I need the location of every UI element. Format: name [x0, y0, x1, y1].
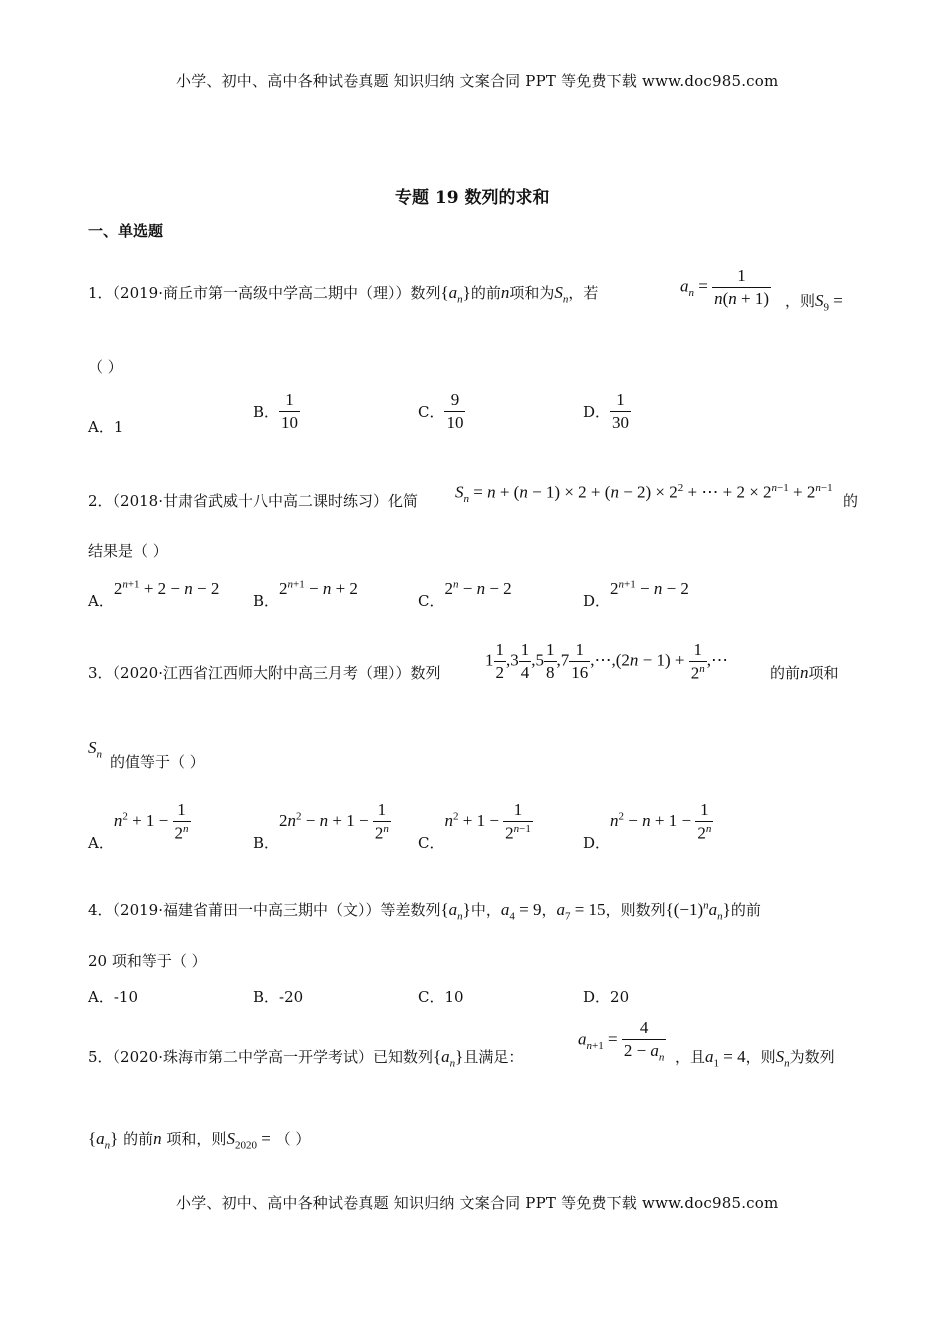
- q5-cont-b: 项和，则: [166, 1130, 227, 1148]
- q2-option-c[interactable]: [418, 578, 512, 610]
- q4-text-d: ，则数列: [605, 901, 666, 919]
- q2-option-b[interactable]: [253, 578, 358, 610]
- q1-formula-an: $a_n$ = $\frac{1}{n(n + 1)}$: [680, 266, 770, 308]
- q1-option-d-label: D．: [583, 403, 611, 421]
- q5-recurrence: $a_{n+1}$ = $\frac{4}{2 - a_n}$: [578, 1018, 665, 1064]
- page-footer: 小学、初中、高中各种试卷真题 知识归纳 文案合同 PPT 等免费下载 www.doc985.com: [176, 1194, 779, 1212]
- q3-option-b[interactable]: [253, 800, 391, 852]
- q3-option-d-label: D．: [583, 833, 611, 852]
- question-4-stem: [88, 899, 761, 922]
- q5-cont-c: （ ）: [275, 1130, 311, 1148]
- q3-option-c-label: C．: [418, 833, 445, 852]
- q1-d-den: 30: [612, 413, 630, 432]
- q2-option-c-math: $2^n - n - 2$: [444, 578, 512, 598]
- page-header: 小学、初中、高中各种试卷真题 知识归纳 文案合同 PPT 等免费下载 www.doc985.com: [176, 72, 779, 90]
- q1-b-num: 1: [285, 390, 294, 409]
- q5-math-an-2: $\{a_n\}$: [88, 1129, 119, 1152]
- q2-option-a[interactable]: [88, 578, 220, 610]
- q4-text-c: ，: [541, 901, 557, 919]
- q4-cont: 20 项和等于（ ）: [88, 952, 207, 970]
- q3-text-b: 的前: [770, 664, 801, 682]
- q1-text-a: 1．（2019·商丘市第一高级中学高二期中（理））数列: [88, 284, 441, 302]
- q5-math-n: n: [153, 1129, 162, 1148]
- q2-cont: 结果是（ ）: [88, 542, 168, 560]
- q1-math-n: n: [500, 283, 510, 302]
- q3-option-d[interactable]: [583, 800, 713, 852]
- q5-cont-a: 的前: [123, 1130, 154, 1148]
- q5-math-an: $\{a_n\}$: [433, 1047, 464, 1070]
- q3-cont: 的值等于（ ）: [110, 753, 205, 771]
- q3-math-n: n: [800, 663, 809, 682]
- q5-text-c: ，且: [675, 1048, 706, 1066]
- page-title: 专题 19 数列的求和: [395, 188, 550, 208]
- q1-blank: （ ）: [88, 358, 123, 376]
- q1-text-d: ，若: [568, 284, 599, 302]
- q3-option-c-math: $n^2 + 1$ − $\frac{1}{2^{n-1}}$: [444, 800, 531, 843]
- q3-option-c[interactable]: [418, 800, 533, 852]
- q1-text-c: 项和为: [509, 284, 555, 302]
- q2-option-b-label: B．: [253, 592, 280, 610]
- question-2-stem: [88, 490, 418, 511]
- q1-option-d[interactable]: [583, 390, 631, 433]
- section-heading: 一、单选题: [88, 222, 164, 240]
- q1-math-s9: $S_9$ =: [815, 291, 843, 314]
- q1-option-b-label: B．: [253, 403, 280, 421]
- q2-text-b: 的: [843, 492, 859, 510]
- q4-option-d[interactable]: D．20: [583, 988, 630, 1006]
- q1-tail: [785, 290, 843, 313]
- q4-option-a[interactable]: A．-10: [88, 988, 138, 1006]
- q4-math-an: $\{a_n\}$: [440, 900, 471, 923]
- q5-text-d: ，则: [745, 1048, 776, 1066]
- q5-tail: [675, 1046, 835, 1069]
- q4-option-c[interactable]: C．10: [418, 988, 464, 1006]
- q1-d-num: 1: [616, 390, 625, 409]
- q2-option-a-label: A．: [88, 592, 114, 610]
- q3-option-a-label: A．: [88, 833, 114, 852]
- q2-option-c-label: C．: [418, 592, 445, 610]
- q5-math-s2020: $S_{2020}$ =: [226, 1129, 271, 1152]
- q4-math-a7: $a_7 = 15$: [556, 900, 606, 923]
- q2-option-a-math: $2^{n+1} + 2 - n - 2$: [113, 578, 220, 598]
- q5-cont: [88, 1128, 310, 1151]
- q2-option-d-label: D．: [583, 592, 611, 610]
- q3-sn: $S_n$: [88, 738, 102, 761]
- q3-text-c: 项和: [808, 664, 839, 682]
- question-1-stem: [88, 282, 598, 305]
- q3-option-a[interactable]: [88, 800, 191, 852]
- q4-text-b: 中，: [470, 901, 501, 919]
- q4-text-e: 的前: [730, 901, 761, 919]
- q4-option-b[interactable]: B．-20: [253, 988, 304, 1006]
- q3-option-a-math: $n^2 + 1$ − $\frac{1}{2^n}$: [113, 800, 189, 843]
- q5-math-a1: $a_1 = 4$: [705, 1047, 746, 1070]
- q3-tail: [770, 662, 839, 683]
- question-3-stem: 3．（2020·江西省江西师大附中高三月考（理））数列: [88, 664, 441, 682]
- q1-option-c-frac: [444, 390, 465, 433]
- q1-c-den: 10: [446, 413, 464, 432]
- q1-option-b-frac: [279, 390, 300, 433]
- question-5-stem: [88, 1046, 523, 1069]
- q2-formula: $S_n = n + (n - 1) \times 2 + (n - 2) \times 2^2$ + ⋯ + $2 \times 2^{n-1} + 2^{n-1}$: [455, 482, 833, 506]
- q1-c-num: 9: [450, 390, 460, 409]
- q2-option-d-math: $2^{n+1} - n - 2$: [610, 578, 689, 598]
- q1-option-d-frac: [610, 390, 631, 433]
- q1-b-den: 10: [281, 413, 299, 432]
- q1-option-b[interactable]: [253, 390, 300, 433]
- q1-an-numerator: 1: [737, 266, 746, 285]
- q1-math-sn: $S_n$: [554, 283, 569, 306]
- q2-text-a: 2．（2018·甘肃省武威十八中高二课时练习）化简: [88, 492, 418, 510]
- q1-text-e: ，则: [785, 292, 816, 310]
- q3-option-b-math: $2n^2 - n + 1$ − $\frac{1}{2^n}$: [279, 800, 389, 843]
- q5-text-a: 5．（2020·珠海市第二中学高一开学考试）已知数列: [88, 1048, 433, 1066]
- q1-option-a[interactable]: A．1: [88, 418, 124, 436]
- q1-text-b: 的前: [470, 284, 501, 302]
- q2-option-b-math: $2^{n+1} - n + 2$: [279, 578, 358, 598]
- q4-math-a4: $a_4 = 9$: [500, 900, 542, 923]
- q3-option-b-label: B．: [253, 833, 280, 852]
- q1-option-c[interactable]: [418, 390, 465, 433]
- q3-option-d-math: $n^2 - n + 1$ − $\frac{1}{2^n}$: [610, 800, 712, 843]
- q1-option-c-label: C．: [418, 403, 445, 421]
- q1-math-an: $\{a_n\}$: [440, 283, 471, 306]
- q3-sequence: 1 $\frac{1}{2}$ ,3 $\frac{1}{4}$ ,5 $\frac{1}{8}$ ,7 $\frac{1}{16}$ ,⋯,(2n − 1) + $\frac{1}{2^n}$ ,⋯: [485, 640, 729, 683]
- q2-option-d[interactable]: [583, 578, 689, 610]
- q4-text-a: 4．（2019·福建省莆田一中高三期中（文））等差数列: [88, 901, 441, 919]
- q5-text-b: 且满足：: [463, 1048, 524, 1066]
- q5-math-sn: $S_n$: [775, 1047, 790, 1070]
- q5-text-e: 为数列: [789, 1048, 835, 1066]
- q4-math-seq: $\{(-1)^na_n\}$: [665, 899, 731, 923]
